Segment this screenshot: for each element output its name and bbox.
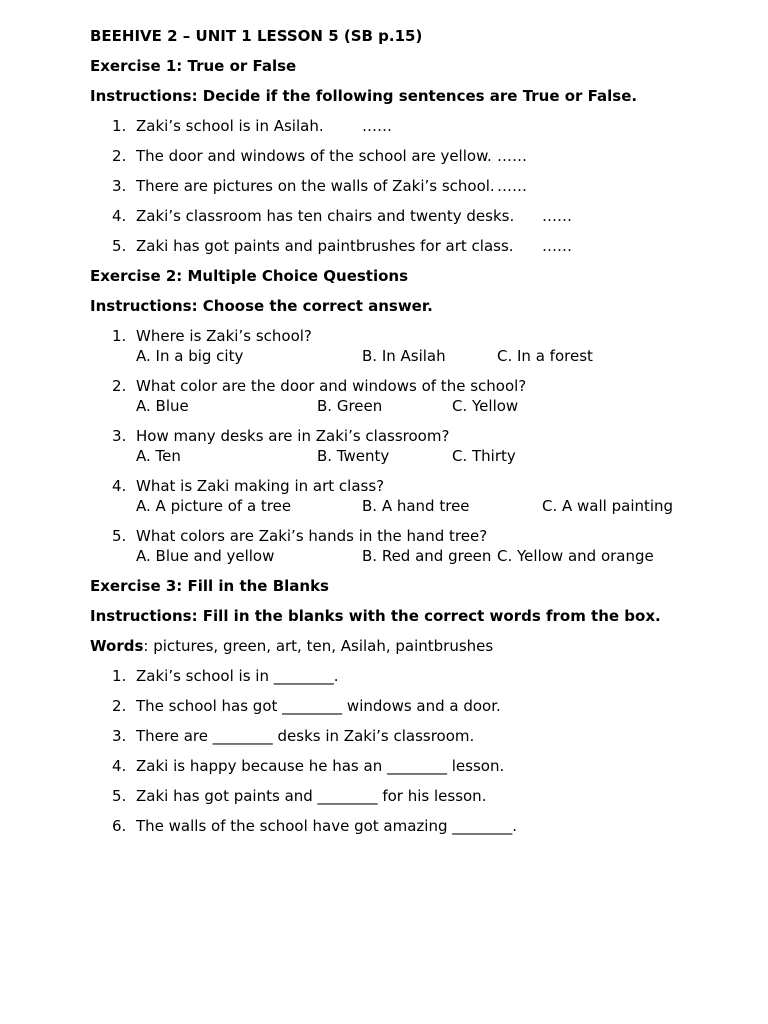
answer-blank[interactable]: …… <box>497 177 527 195</box>
list-item <box>90 426 768 466</box>
question-text: Where is Zaki’s school? <box>136 327 312 345</box>
exercise-3-heading: Exercise 3: Fill in the Blanks <box>90 577 329 595</box>
option-b[interactable]: B. In Asilah <box>362 347 446 365</box>
word-box <box>90 636 768 656</box>
item-number: 4. <box>112 207 127 225</box>
item-text: There are pictures on the walls of Zaki’s school. <box>136 177 495 195</box>
item-number: 4. <box>112 757 127 775</box>
option-b[interactable]: B. A hand tree <box>362 497 470 515</box>
option-b[interactable]: B. Green <box>317 397 383 415</box>
answer-options <box>136 396 768 416</box>
item-text: The walls of the school have got amazing ________. <box>136 817 518 835</box>
instructions-text: : Decide if the following sentences are True or False. <box>191 87 638 105</box>
option-b[interactable]: B. Red and green <box>362 547 492 565</box>
option-c[interactable]: C. Yellow <box>452 397 519 415</box>
answer-options <box>136 446 768 466</box>
list-item <box>90 526 768 566</box>
exercise-3-instructions <box>90 606 768 626</box>
instructions-text: : Choose the correct answer. <box>191 297 433 315</box>
answer-blank[interactable]: …… <box>542 207 572 225</box>
item-number: 2. <box>112 697 127 715</box>
item-number: 3. <box>112 177 127 195</box>
words-label: Words <box>90 637 144 655</box>
list-item <box>90 116 768 136</box>
item-text: Zaki’s classroom has ten chairs and twenty desks. <box>136 207 515 225</box>
exercise-1-instructions <box>90 86 768 106</box>
answer-blank[interactable]: …… <box>362 117 392 135</box>
item-text: The school has got ________ windows and a door. <box>136 697 501 715</box>
item-number: 5. <box>112 527 127 545</box>
answer-blank[interactable]: …… <box>497 147 527 165</box>
option-a[interactable]: A. Blue <box>136 397 189 415</box>
exercise-1-list <box>90 116 768 256</box>
item-number: 2. <box>112 147 127 165</box>
answer-options <box>136 346 768 366</box>
option-c[interactable]: C. Thirty <box>452 447 516 465</box>
list-item[interactable] <box>90 756 768 776</box>
list-item <box>90 376 768 416</box>
item-text: Zaki’s school is in ________. <box>136 667 339 685</box>
item-number: 6. <box>112 817 127 835</box>
list-item <box>90 236 768 256</box>
question-text: What colors are Zaki’s hands in the hand tree? <box>136 527 488 545</box>
item-number: 3. <box>112 427 127 445</box>
item-number: 5. <box>112 787 127 805</box>
list-item <box>90 146 768 166</box>
exercise-2-instructions <box>90 296 768 316</box>
question-text: How many desks are in Zaki’s classroom? <box>136 427 450 445</box>
instructions-text: : Fill in the blanks with the correct words from the box. <box>191 607 661 625</box>
list-item[interactable] <box>90 666 768 686</box>
list-item <box>90 176 768 196</box>
list-item[interactable] <box>90 786 768 806</box>
item-text: Zaki’s school is in Asilah. <box>136 117 324 135</box>
item-text: Zaki has got paints and paintbrushes for art class. <box>136 237 514 255</box>
option-a[interactable]: A. Blue and yellow <box>136 547 275 565</box>
list-item <box>90 476 768 516</box>
question-text: What is Zaki making in art class? <box>136 477 385 495</box>
list-item <box>90 326 768 366</box>
item-text: Zaki has got paints and ________ for his lesson. <box>136 787 487 805</box>
item-number: 4. <box>112 477 127 495</box>
option-c[interactable]: C. In a forest <box>497 347 593 365</box>
exercise-1-heading: Exercise 1: True or False <box>90 57 297 75</box>
item-number: 3. <box>112 727 127 745</box>
item-text: There are ________ desks in Zaki’s classroom. <box>136 727 475 745</box>
list-item[interactable] <box>90 696 768 716</box>
exercise-2-heading: Exercise 2: Multiple Choice Questions <box>90 267 409 285</box>
item-text: The door and windows of the school are yellow. <box>136 147 492 165</box>
option-c[interactable]: C. Yellow and orange <box>497 547 654 565</box>
option-a[interactable]: A. A picture of a tree <box>136 497 292 515</box>
words-list: : pictures, green, art, ten, Asilah, paintbrushes <box>143 637 494 655</box>
item-number: 1. <box>112 117 127 135</box>
instructions-label: Instructions <box>90 87 192 105</box>
exercise-2-list <box>90 326 768 566</box>
answer-options <box>136 496 768 516</box>
item-number: 1. <box>112 327 127 345</box>
page-title: BEEHIVE 2 – UNIT 1 LESSON 5 (SB p.15) <box>90 27 423 45</box>
item-number: 2. <box>112 377 127 395</box>
list-item <box>90 206 768 226</box>
instructions-label: Instructions <box>90 607 192 625</box>
item-number: 1. <box>112 667 127 685</box>
answer-options <box>136 546 768 566</box>
item-text: Zaki is happy because he has an ________ lesson. <box>136 757 505 775</box>
instructions-label: Instructions <box>90 297 192 315</box>
answer-blank[interactable]: …… <box>542 237 572 255</box>
list-item[interactable] <box>90 726 768 746</box>
option-c[interactable]: C. A wall painting <box>542 497 674 515</box>
list-item[interactable] <box>90 816 768 836</box>
item-number: 5. <box>112 237 127 255</box>
exercise-3-list <box>90 666 768 836</box>
question-text: What color are the door and windows of the school? <box>136 377 527 395</box>
option-b[interactable]: B. Twenty <box>317 447 390 465</box>
option-a[interactable]: A. In a big city <box>136 347 244 365</box>
option-a[interactable]: A. Ten <box>136 447 181 465</box>
